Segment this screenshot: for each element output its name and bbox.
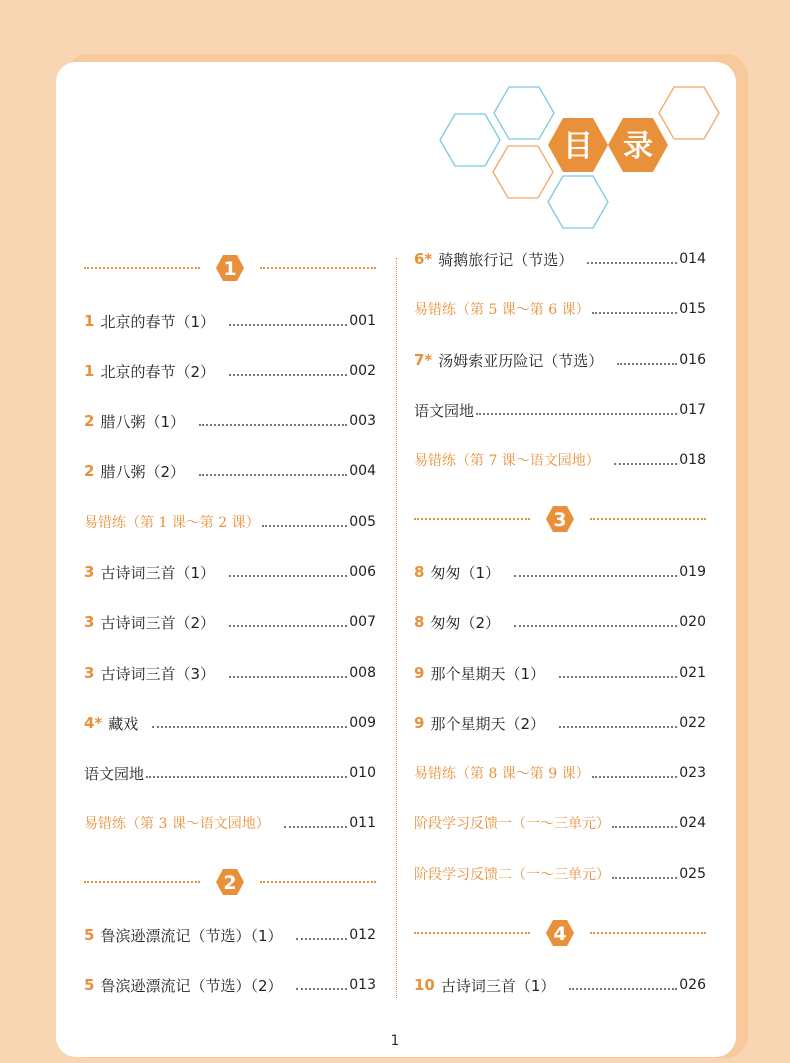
lesson-title: 北京的春节（2） (100, 362, 215, 381)
title-char-mu: 目 (563, 129, 593, 164)
toc-entry[interactable] (84, 409, 376, 433)
orange-hexagon (659, 87, 719, 139)
page-ref: 023 (679, 765, 706, 781)
practice-title: 易错练（第 1 课～第 2 课） (84, 515, 260, 531)
page-ref: 016 (679, 352, 706, 368)
unit-number: 1 (223, 258, 237, 280)
page-ref: 021 (679, 665, 706, 681)
lesson-title: 鲁滨逊漂流记（节选）（1） (100, 926, 283, 945)
lesson-number: 2 (84, 412, 95, 430)
page-ref: 015 (679, 301, 706, 317)
lesson-number: 8 (414, 613, 425, 631)
page-ref: 013 (349, 977, 376, 993)
toc-entry[interactable] (414, 973, 706, 997)
lesson-number: 2 (84, 462, 95, 480)
dot-leader (296, 937, 347, 940)
page-ref: 002 (349, 363, 376, 379)
page-ref: 008 (349, 665, 376, 681)
dot-leader (514, 574, 677, 577)
toc-entry[interactable] (84, 973, 376, 997)
lesson-number: 3 (84, 613, 95, 631)
lesson-title: 藏戏 (108, 714, 139, 733)
page-number: 1 (390, 1033, 400, 1049)
page-ref: 010 (349, 765, 376, 781)
lesson-title: 语文园地 (84, 764, 145, 783)
unit-number: 2 (223, 872, 237, 894)
lesson-title: 那个星期天（1） (430, 664, 545, 683)
page-ref: 009 (349, 715, 376, 731)
toc-entry[interactable] (414, 661, 706, 685)
lesson-number: 5 (84, 926, 95, 944)
dot-leader (199, 473, 347, 476)
dot-leader (229, 373, 347, 376)
page-ref: 020 (679, 614, 706, 630)
toc-entry[interactable] (84, 309, 376, 333)
lesson-title: 古诗词三首（3） (100, 664, 215, 683)
dot-leader (617, 362, 677, 365)
unit-badge (214, 866, 246, 898)
feedback-title: 阶段学习反馈一（一～三单元） (414, 816, 610, 832)
lesson-title: 鲁滨逊漂流记（节选）（2） (100, 976, 283, 995)
lesson-title: 北京的春节（1） (100, 312, 215, 331)
unit-badge (544, 503, 576, 535)
lesson-number: 4* (84, 714, 103, 732)
practice-title: 易错练（第 5 课～第 6 课） (414, 302, 590, 318)
toc-entry-practice[interactable] (414, 297, 706, 321)
toc-entry[interactable] (84, 610, 376, 634)
toc-entry[interactable] (414, 348, 706, 372)
dot-leader (229, 574, 347, 577)
blue-hexagon (440, 114, 500, 166)
dot-leader (614, 462, 677, 465)
unit-header-1 (84, 252, 376, 284)
dot-leader (296, 987, 347, 990)
toc-entry[interactable] (84, 661, 376, 685)
unit-dotted-line (84, 881, 200, 883)
lesson-title: 语文园地 (414, 401, 475, 420)
unit-badge (214, 252, 246, 284)
lesson-title: 那个星期天（2） (430, 714, 545, 733)
page-ref: 004 (349, 463, 376, 479)
lesson-title: 古诗词三首（2） (100, 613, 215, 632)
orange-hexagon (493, 146, 553, 198)
lesson-title: 汤姆索亚历险记（节选） (438, 351, 604, 370)
unit-dotted-line (414, 932, 530, 934)
unit-dotted-line (414, 518, 530, 520)
lesson-title: 腊八粥（1） (100, 412, 185, 431)
column-divider (396, 258, 397, 998)
toc-entry[interactable] (414, 610, 706, 634)
page-ref: 017 (679, 402, 706, 418)
toc-entry[interactable] (84, 711, 376, 735)
unit-badge (544, 917, 576, 949)
dot-leader (476, 412, 677, 415)
page-ref: 011 (349, 815, 376, 831)
dot-leader (514, 624, 677, 627)
lesson-number: 7* (414, 351, 433, 369)
lesson-number: 10 (414, 976, 435, 994)
page-ref: 006 (349, 564, 376, 580)
blue-hexagon (548, 176, 608, 228)
unit-header-3 (414, 503, 706, 535)
toc-entry[interactable] (414, 711, 706, 735)
unit-header-4 (414, 917, 706, 949)
page-ref: 018 (679, 452, 706, 468)
lesson-number: 3 (84, 664, 95, 682)
lesson-number: 9 (414, 714, 425, 732)
lesson-number: 6* (414, 250, 433, 268)
toc-entry[interactable] (84, 359, 376, 383)
dot-leader (152, 725, 347, 728)
toc-entry-practice[interactable] (414, 448, 706, 472)
hexagon-title-decoration (430, 80, 730, 240)
page-ref: 019 (679, 564, 706, 580)
lesson-number: 9 (414, 664, 425, 682)
lesson-title: 匆匆（1） (430, 563, 500, 582)
page-ref: 012 (349, 927, 376, 943)
practice-title: 易错练（第 7 课～语文园地） (414, 453, 600, 469)
lesson-number: 3 (84, 563, 95, 581)
lesson-number: 1 (84, 362, 95, 380)
lesson-number: 5 (84, 976, 95, 994)
toc-entry[interactable] (414, 398, 706, 422)
toc-entry-practice[interactable] (84, 811, 376, 835)
toc-entry[interactable] (414, 247, 706, 271)
dot-leader (592, 775, 678, 778)
blue-hexagon (494, 87, 554, 139)
feedback-title: 阶段学习反馈二（一～三单元） (414, 867, 610, 883)
dot-leader (587, 261, 677, 264)
unit-dotted-line (84, 267, 200, 269)
dot-leader (592, 311, 678, 314)
toc-entry-practice[interactable] (84, 510, 376, 534)
toc-entry-feedback[interactable] (414, 862, 706, 886)
page-ref: 014 (679, 251, 706, 267)
dot-leader (612, 825, 677, 828)
toc-entry-feedback[interactable] (414, 811, 706, 835)
dot-leader (284, 825, 347, 828)
dot-leader (199, 423, 347, 426)
practice-title: 易错练（第 3 课～语文园地） (84, 816, 270, 832)
lesson-number: 8 (414, 563, 425, 581)
unit-dotted-line (260, 881, 376, 883)
page-ref: 022 (679, 715, 706, 731)
lesson-title: 骑鹅旅行记（节选） (438, 250, 574, 269)
dot-leader (262, 524, 348, 527)
dot-leader (612, 876, 677, 879)
dot-leader (229, 624, 347, 627)
unit-number: 4 (553, 923, 567, 945)
page-ref: 001 (349, 313, 376, 329)
unit-header-2 (84, 866, 376, 898)
lesson-title: 古诗词三首（1） (100, 563, 215, 582)
page-ref: 026 (679, 977, 706, 993)
practice-title: 易错练（第 8 课～第 9 课） (414, 766, 590, 782)
page-ref: 025 (679, 866, 706, 882)
toc-entry[interactable] (84, 459, 376, 483)
unit-number: 3 (553, 509, 567, 531)
lesson-title: 古诗词三首（1） (440, 976, 556, 995)
page-ref: 024 (679, 815, 706, 831)
dot-leader (559, 675, 677, 678)
dot-leader (559, 725, 677, 728)
lesson-title: 匆匆（2） (430, 613, 500, 632)
dot-leader (229, 675, 347, 678)
unit-dotted-line (590, 518, 706, 520)
lesson-number: 1 (84, 312, 95, 330)
unit-dotted-line (260, 267, 376, 269)
toc-entry[interactable] (84, 761, 376, 785)
title-char-lu: 录 (623, 129, 653, 164)
lesson-title: 腊八粥（2） (100, 462, 185, 481)
dot-leader (229, 323, 347, 326)
page-ref: 007 (349, 614, 376, 630)
dot-leader (146, 775, 347, 778)
toc-entry-practice[interactable] (414, 761, 706, 785)
page-ref: 003 (349, 413, 376, 429)
dot-leader (569, 987, 677, 990)
toc-entry[interactable] (414, 560, 706, 584)
toc-entry[interactable] (84, 923, 376, 947)
page-ref: 005 (349, 514, 376, 530)
toc-entry[interactable] (84, 560, 376, 584)
unit-dotted-line (590, 932, 706, 934)
